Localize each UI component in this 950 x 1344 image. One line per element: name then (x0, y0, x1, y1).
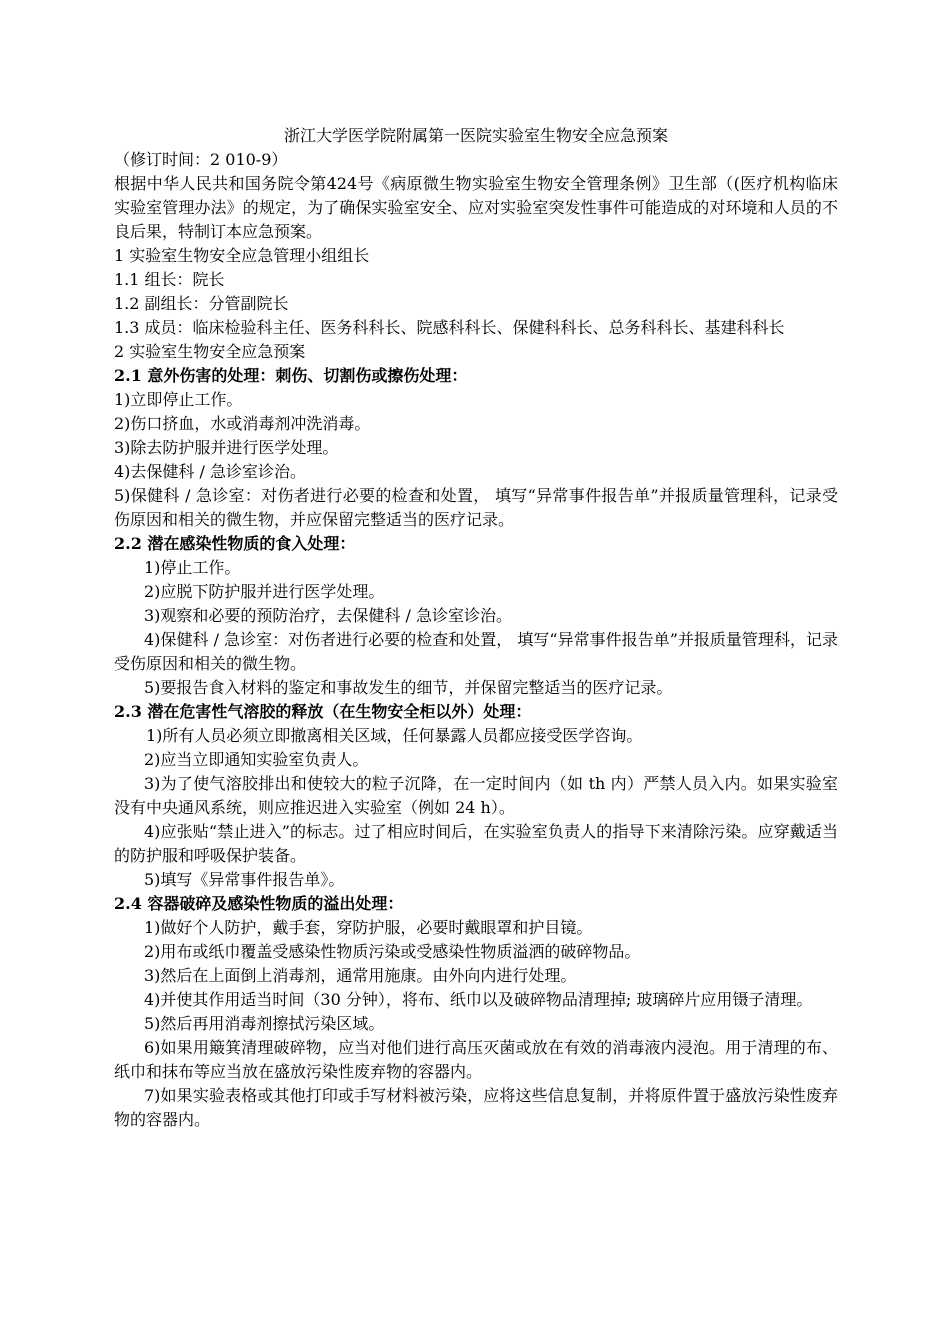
section-2-heading: 2 实验室生物安全应急预案 (114, 342, 306, 361)
section-2-1-item: 2)伤口挤血，水或消毒剂冲洗消毒。 (114, 414, 371, 433)
section-2-1-heading: 2.1 意外伤害的处理：刺伤、切割伤或擦伤处理： (114, 366, 468, 385)
section-2-1-item: 5)保健科 / 急诊室：对伤者进行必要的检查和处置， 填写“异常事件报告单”并报质量管理科，记录受伤原因和相关的微生物，并应保留完整适当的医疗记录。 (114, 486, 838, 529)
section-2-3-heading: 2.3 潜在危害性气溶胶的释放（在生物安全柜以外）处理： (114, 702, 532, 721)
section-2-2-item: 2)应脱下防护服并进行医学处理。 (144, 582, 385, 601)
section-2-2-heading: 2.2 潜在感染性物质的食入处理： (114, 534, 356, 553)
section-2-4-item: 6)如果用簸箕清理破碎物，应当对他们进行高压灭菌或放在有效的消毒液内浸泡。用于清理的布、纸巾和抹布等应当放在盛放污染性废弃物的容器内。 (114, 1038, 838, 1081)
section-2-1-item: 1)立即停止工作。 (114, 390, 243, 409)
section-2-1-item: 4)去保健科 / 急诊室诊治。 (114, 462, 306, 481)
section-2-3-item: 5)填写《异常事件报告单》。 (144, 870, 345, 889)
section-2-4-item: 4)并使其作用适当时间（30 分钟），将布、纸巾以及破碎物品清理掉; 玻璃碎片应用镊子清理。 (144, 990, 813, 1009)
intro-paragraph: 根据中华人民共和国务院令第424号《病原微生物实验室生物安全管理条例》卫生部（(医疗机构临床实验室管理办法》的规定，为了确保实验室安全、应对实验室突发性事件可能造成的对环境和人员的不良后果，特制订本应急预案。 (114, 174, 838, 241)
section-2-3-item: 1)所有人员必须立即撤离相关区域，任何暴露人员都应接受医学咨询。 (146, 726, 643, 745)
section-2-4-heading: 2.4 容器破碎及感染性物质的溢出处理： (114, 894, 404, 913)
section-2-3-item: 3)为了使气溶胶排出和使较大的粒子沉降，在一定时间内（如 th 内）严禁人员入内。如果实验室没有中央通风系统，则应推迟进入实验室（例如 24 h）。 (114, 774, 838, 817)
section-2-4-item: 1)做好个人防护，戴手套，穿防护服，必要时戴眼罩和护目镜。 (144, 918, 593, 937)
section-2-2-item: 3)观察和必要的预防治疗，去保健科 / 急诊室诊治。 (144, 606, 512, 625)
section-2-2-item: 5)要报告食入材料的鉴定和事故发生的细节，并保留完整适当的医疗记录。 (144, 678, 673, 697)
section-2-4-item: 5)然后再用消毒剂擦拭污染区域。 (144, 1014, 385, 1033)
section-2-2-item: 4)保健科 / 急诊室：对伤者进行必要的检查和处置， 填写“异常事件报告单”并报质量管理科，记录受伤原因和相关的微生物。 (114, 630, 838, 673)
document-page (114, 124, 838, 1132)
section-2-2-item: 1)停止工作。 (144, 558, 241, 577)
section-2-4-item: 2)用布或纸巾覆盖受感染性物质污染或受感染性物质溢洒的破碎物品。 (144, 942, 641, 961)
section-2-1-item: 3)除去防护服并进行医学处理。 (114, 438, 339, 457)
section-2-4-item: 7)如果实验表格或其他打印或手写材料被污染，应将这些信息复制，并将原件置于盛放污染性废弃物的容器内。 (114, 1086, 838, 1129)
section-1-heading: 1 实验室生物安全应急管理小组组长 (114, 246, 370, 265)
section-1-item: 1.1 组长：院长 (114, 270, 225, 289)
document-title: 浙江大学医学院附属第一医院实验室生物安全应急预案 (283, 126, 668, 145)
section-2-3-item: 4)应张贴“禁止进入”的标志。过了相应时间后，在实验室负责人的指导下来清除污染。应穿戴适当的防护服和呼吸保护装备。 (114, 822, 838, 865)
section-1-item: 1.2 副组长：分管副院长 (114, 294, 289, 313)
section-2-4-item: 3)然后在上面倒上消毒剂，通常用施康。由外向内进行处理。 (144, 966, 577, 985)
section-2-3-item: 2)应当立即通知实验室负责人。 (144, 750, 369, 769)
revision-date: （修订时间：2 010-9） (114, 150, 288, 169)
section-1-item: 1.3 成员：临床检验科主任、医务科科长、院感科科长、保健科科长、总务科科长、基建科科长 (114, 318, 785, 337)
